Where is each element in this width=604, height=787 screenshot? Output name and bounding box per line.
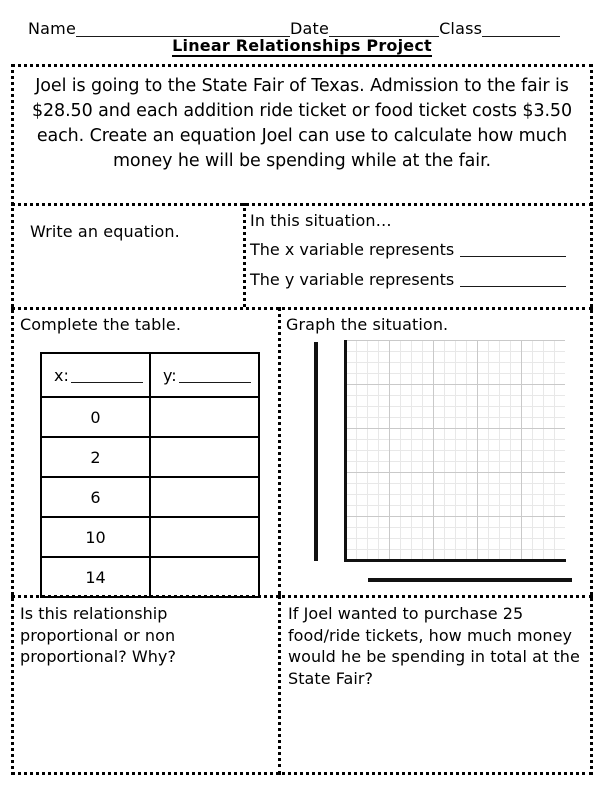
problem-statement: Joel is going to the State Fair of Texas. Admission to the fair is $28.50 and each addition ride ticket or food ticket costs $3.50 each. Create an equation Joel can use to calculate how much money he will be spending while at the fair. [31,76,573,171]
x-cell: 10 [41,517,150,557]
date-label: Date [290,19,330,38]
table-row [41,517,259,557]
date-blank-line[interactable] [329,23,439,37]
xy-table [40,352,260,598]
page-title-text: Linear Relationships Project [172,36,432,55]
table-row [41,437,259,477]
y-cell[interactable] [150,517,259,557]
situation-intro: In this situation… [250,211,392,230]
complete-table-prompt: Complete the table. [20,315,182,334]
table-row [41,397,259,437]
y-header-blank-line[interactable] [179,371,251,383]
proportional-question: Is this relationship proportional or non proportional? Why? [20,604,176,667]
x-variable-blank-line[interactable] [460,243,566,257]
y-cell[interactable] [150,557,259,597]
y-variable-blank-line[interactable] [460,273,566,287]
x-cell: 6 [41,477,150,517]
y-column-header [150,353,259,397]
graph-x-axis [344,559,566,562]
divider-questions [278,595,281,775]
graph-prompt: Graph the situation. [286,315,449,334]
x-header-blank-line[interactable] [71,371,143,383]
y-axis-label-bar [314,342,318,561]
y-cell[interactable] [150,437,259,477]
y-header-label: y: [163,365,177,385]
x-cell: 0 [41,397,150,437]
y-cell[interactable] [150,397,259,437]
y-cell[interactable] [150,477,259,517]
y-variable-prompt: The y variable represents [250,270,455,289]
write-equation-prompt: Write an equation. [30,222,180,241]
class-label: Class [439,19,483,38]
x-axis-label-bar [368,578,572,582]
total-cost-question: If Joel wanted to purchase 25 food/ride tickets, how much money would he be spending in total at the State Fair? [288,604,580,688]
name-blank-line[interactable] [76,23,290,37]
name-label: Name [28,19,77,38]
x-variable-row [250,240,566,259]
x-cell: 2 [41,437,150,477]
student-info-row [28,14,580,38]
x-cell: 14 [41,557,150,597]
x-header-label: x: [54,365,69,385]
page-title [0,36,604,55]
table-row [41,477,259,517]
divider-below-equation-row [11,307,593,310]
divider-table-graph [278,307,281,595]
graph-y-axis [344,340,347,561]
table-header-row [41,353,259,397]
y-variable-row [250,270,566,289]
table-row [41,557,259,597]
x-variable-prompt: The x variable represents [250,240,455,259]
class-blank-line[interactable] [482,23,560,37]
graph-grid[interactable] [345,340,565,560]
divider-below-problem [11,203,593,206]
divider-equation-situation [243,203,246,307]
x-column-header [41,353,150,397]
